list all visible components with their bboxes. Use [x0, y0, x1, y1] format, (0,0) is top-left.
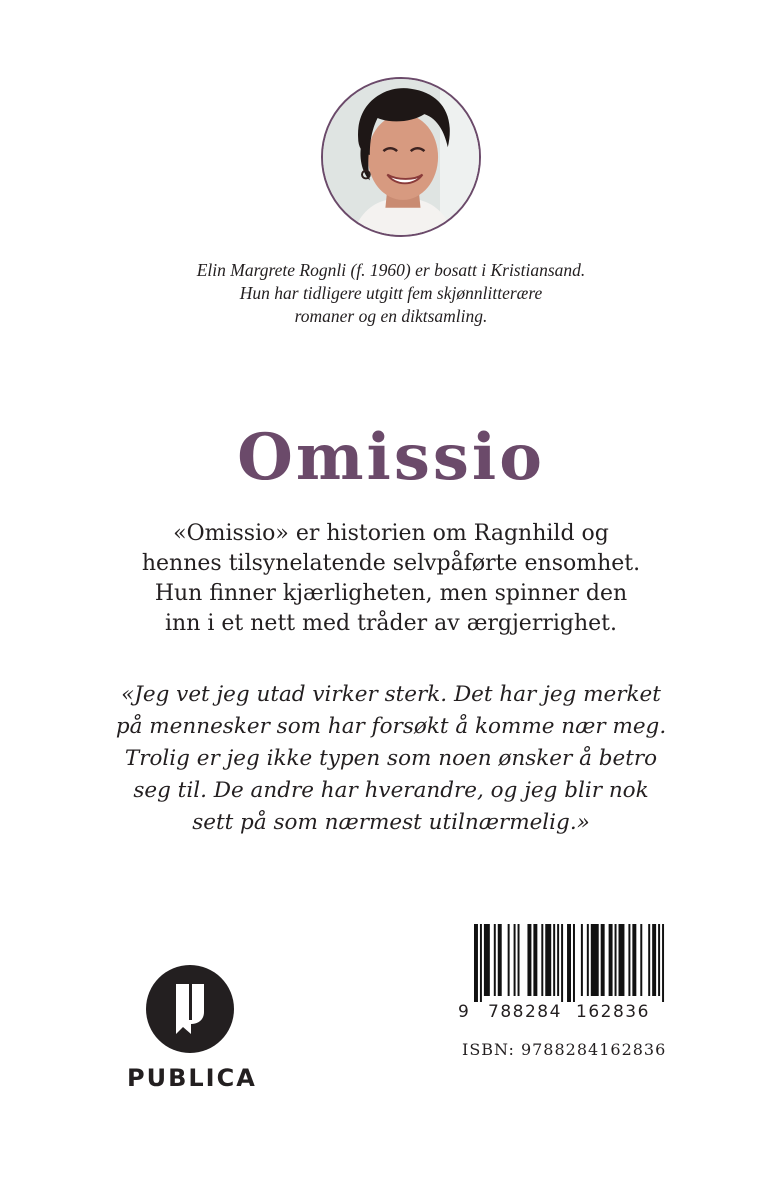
barcode-bars: [474, 924, 668, 1002]
barcode-bar: [514, 924, 516, 996]
publisher-logo: [127, 964, 257, 1094]
barcode-bar: [545, 924, 551, 996]
barcode-left-group: 788284: [488, 1002, 562, 1022]
barcode-first-digit: 9: [458, 1002, 469, 1022]
author-portrait-image: [323, 79, 479, 235]
barcode-bar: [508, 924, 510, 996]
barcode-right-group: 162836: [576, 1002, 650, 1022]
publisher-name: PUBLICA: [127, 1064, 257, 1092]
barcode-bar: [553, 924, 555, 996]
quote-line: seg til. De andre har hverandre, og jeg blir nok: [133, 778, 649, 803]
barcode-bar: [581, 924, 583, 996]
author-photo: [321, 77, 481, 237]
barcode-bar: [518, 924, 520, 996]
barcode-bar: [628, 924, 630, 996]
barcode-bar: [648, 924, 650, 996]
barcode: [458, 924, 668, 1024]
barcode-bar: [662, 924, 664, 1002]
barcode-bar: [609, 924, 613, 996]
barcode-bar: [484, 924, 490, 996]
barcode-bar: [632, 924, 636, 996]
barcode-digits: [458, 1002, 668, 1024]
barcode-bar: [561, 924, 563, 1002]
quote-line: «Jeg vet jeg utad virker sterk. Det har jeg merket: [121, 682, 661, 707]
barcode-bar: [494, 924, 496, 996]
author-bio: [100, 259, 682, 328]
barcode-bar: [533, 924, 537, 996]
barcode-bar: [474, 924, 478, 1002]
barcode-bar: [601, 924, 605, 996]
blurb-line: «Omissio» er historien om Ragnhild og: [173, 521, 609, 546]
barcode-bar: [557, 924, 559, 996]
book-blurb: [60, 519, 722, 639]
bio-line: Hun har tidligere utgitt fem skjønnlitterære: [239, 283, 543, 303]
isbn-label: ISBN: 9788284162836: [462, 1040, 667, 1059]
blurb-line: inn i et nett med tråder av ærgjerrighet.: [165, 611, 617, 636]
blurb-line: Hun finner kjærligheten, men spinner den: [154, 581, 628, 606]
bio-line: Elin Margrete Rognli (f. 1960) er bosatt i Kristiansand.: [196, 260, 586, 280]
barcode-bar: [498, 924, 502, 996]
barcode-bar: [658, 924, 660, 996]
barcode-bar: [652, 924, 656, 996]
barcode-bar: [640, 924, 642, 996]
barcode-bar: [591, 924, 599, 996]
quote-line: på mennesker som har forsøkt å komme nær meg.: [115, 714, 667, 739]
blurb-line: hennes tilsynelatende selvpåførte ensomhet.: [141, 551, 641, 576]
barcode-bar: [619, 924, 625, 996]
barcode-bar: [541, 924, 543, 996]
barcode-bar: [480, 924, 482, 1002]
barcode-bar: [527, 924, 531, 996]
quote-line: Trolig er jeg ikke typen som noen ønsker å betro: [124, 746, 658, 771]
bookmark-icon: [145, 964, 235, 1054]
book-title: Omissio: [237, 420, 545, 495]
barcode-bar: [567, 924, 571, 1002]
barcode-bar: [573, 924, 575, 1002]
book-quote: [60, 679, 722, 839]
quote-line: sett på som nærmest utilnærmelig.»: [192, 810, 590, 835]
barcode-bar: [615, 924, 617, 996]
barcode-bar: [587, 924, 589, 996]
bio-line: romaner og en diktsamling.: [294, 306, 488, 326]
